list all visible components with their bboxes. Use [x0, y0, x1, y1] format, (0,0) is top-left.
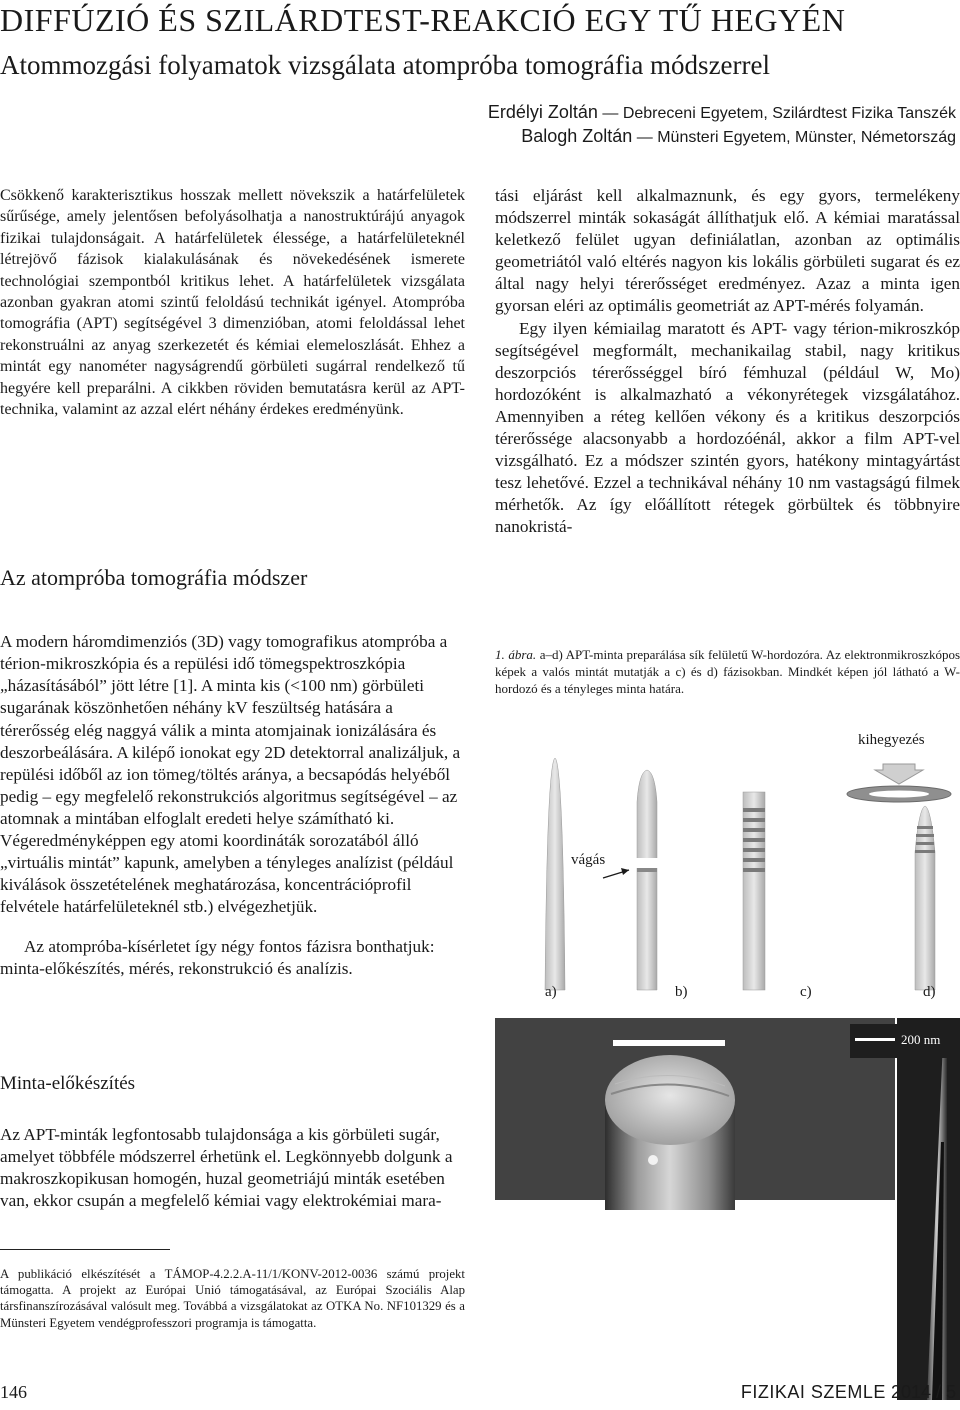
section-prep-body [0, 1107, 465, 1230]
journal-issue: 2014 / 5 [890, 1382, 956, 1402]
striped-layer [637, 868, 657, 872]
article-subtitle: Atommozgási folyamatok vizsgálata atompróba tomográfia módszerrel [0, 50, 771, 80]
needle-a [545, 758, 565, 990]
author-name: Balogh Zoltán [521, 126, 633, 146]
sem-image-d [897, 1018, 960, 1400]
figure-caption-label: 1. ábra. [495, 647, 537, 662]
needle-d [915, 806, 935, 990]
abstract-text: Csökkenő karakterisztikus hosszak mellett növekszik a határfelületek sűrűsége, amely jelentősen befolyásolhatja a nanostruktúrájú anyagok fizikai tulajdonságait. A határfelületek élessége, a határfelületeknél létrejövő fázisok kialakulásának és növekedésének ismerete technológiai szempontból kritikus lehet. A határfelületek vizsgálata azonban gyakran atomi szintű feloldású technikát igényel. Atompróba tomográfia (APT) segítségével 3 dimenzióban, atomi feloldással lehet rekonstruálni az anyag szerkezetét és kémiai elemeloszlását. Ehhez a mintát egy nanométer nagyságrendű görbületi sugárral rendelkező tű hegyére kell preparálni. A cikkben röviden bemutatásra kerül az APT-technika, valamint az azzal elért néhány érdekes eredményünk. [0, 187, 465, 419]
author-affiliation: Münsteri Egyetem, Münster, Németország [657, 129, 956, 146]
scale-bar-label: 200 nm [901, 1032, 941, 1047]
author-line-2 [521, 126, 956, 147]
panel-label-d: d) [923, 984, 936, 1000]
panel-label-a: a) [545, 984, 557, 1000]
figure-caption [495, 646, 960, 698]
section-apt-body [0, 614, 465, 997]
section-heading-apt: Az atompróba tomográfia módszer [0, 565, 308, 590]
paragraph: A modern háromdimenziós (3D) vagy tomografikus atompróba a térion-mikroszkópia és a repülési idő tömegspektroszkópia „házasításából” jött létre [1]. A minta kis (<100 nm) görbületi sugarának köszönhetően néhány kV feszültség hatására a térerősség elég naggyá válik a minta atomjainak ionizálására és deszorbeálására. A kilépő ionokat egy 2D detektorral analizáljuk, a repülési időből az ion tömeg/töltés aránya, a becsapódás helyéből pedig – egy megfelelő rekonstrukciós algoritmus segítségével – az atomnak a mintában elfoglalt eredeti helye számítható ki. Végeredményképpen egy atomi koordináták sorozatából álló „virtuális mintát” kapunk, amelyben a tényleges analízist (például kiválások összetételének meghatározása, koncentrációprofil felvétele határfelületeknél stb.) elvégezhetjük. [0, 632, 461, 917]
paragraph: Egy ilyen kémiailag maratott és APT- vagy térion-mikroszkóp segítségével megformált, mechanikailag stabil, nagy kritikus deszorpciós térerősséggel bíró fémhuzal (például W, Mo) hordozóként is alkalmazható a vékonyrétegek vizsgálatához. Amennyiben a réteg kellően vékony és a kritikus deszorpciós térerőssége alacsonyabb a hordozóénál, akkor a film APT-vel vizsgálható. Ez a módszer szintén gyors, hatékony mintagyártást tesz lehetővé. Ezzel a technikával néhány 10 nm vastagságú filmek mérhetők. Az így előállított rétegek görbültek és többnyire nanokristá- [495, 318, 960, 537]
needle-b [633, 770, 661, 990]
scale-bar [855, 1038, 895, 1041]
figure-apt-preparation [495, 722, 960, 1410]
journal-title: FIZIKAI SZEMLE [740, 1382, 886, 1402]
section-heading-prep: Minta-előkészítés [0, 1073, 136, 1094]
article-title: DIFFÚZIÓ ÉS SZILÁRDTEST-REAKCIÓ EGY TŰ HEGYÉN [0, 2, 846, 38]
author-dash: — [602, 105, 623, 122]
paragraph: Az APT-minták legfontosabb tulajdonsága a kis görbületi sugár, amelyet többféle módszerrel érhetünk el. Legkönnyebb dolgunk a makroszkopikusan homogén, huzal geometriájú minták esetében van, ekkor csupán a megfelelő kémiai vagy elektrokémiai mara- [0, 1125, 453, 1211]
paragraph: tási eljárást kell alkalmaznunk, és egy gyors, termelékeny módszerrel minták sokaságát állíthatjuk elő. A kémiai maratással keletkező felület ugyan definiálatlan, azonban az optimális geometriától való eltérés nagyon kis lokális görbületi sugarat és ez által nagy helyi térerősséget eredményez. Azaz a minta igen gyorsan eléri az optimális geometriát az APT-mérés folyamán. [495, 186, 960, 316]
abstract-block [0, 185, 465, 420]
right-column [495, 185, 960, 539]
panel-label-c: c) [800, 984, 812, 1000]
sem-image-c [495, 1018, 895, 1210]
needle-c [743, 792, 765, 990]
author-name: Erdélyi Zoltán [487, 102, 598, 122]
label-vagas: vágás [571, 852, 606, 868]
page-number: 146 [0, 1382, 27, 1402]
figure-caption-text: a–d) APT-minta preparálása sík felületű W-hordozóra. Az elektronmikroszkópos képek a valós mintát mutatják a c) és d) fázisokban. Mindkét képen jól látható a W-hordozó és a tényleges minta határa. [495, 647, 960, 697]
panel-label-b: b) [675, 984, 688, 1000]
author-dash: — [636, 129, 658, 146]
journal-name [741, 1382, 956, 1403]
paragraph: Az atompróba-kísérletet így négy fontos fázisra bonthatjuk: minta-előkészítés, mérés, rekonstrukció és analízis. [0, 936, 435, 978]
author-affiliation: Debreceni Egyetem, Szilárdtest Fizika Tanszék [622, 105, 956, 122]
footnote: A publikáció elkészítését a TÁMOP-4.2.2.A-11/1/KONV-2012-0036 számú projekt támogatta. A projekt az Európai Unió támogatásával, az Európai Szociális Alap társfinanszírozásával valósult meg. Továbbá a vizsgálatokat az OTKA No. NF101329 és a Münsteri Egyetem vendégprofesszori programja is támogatta. [0, 1267, 465, 1330]
footnote-divider [0, 1249, 170, 1250]
author-line-1 [488, 102, 956, 123]
label-kihegyezes: kihegyezés [858, 732, 925, 748]
